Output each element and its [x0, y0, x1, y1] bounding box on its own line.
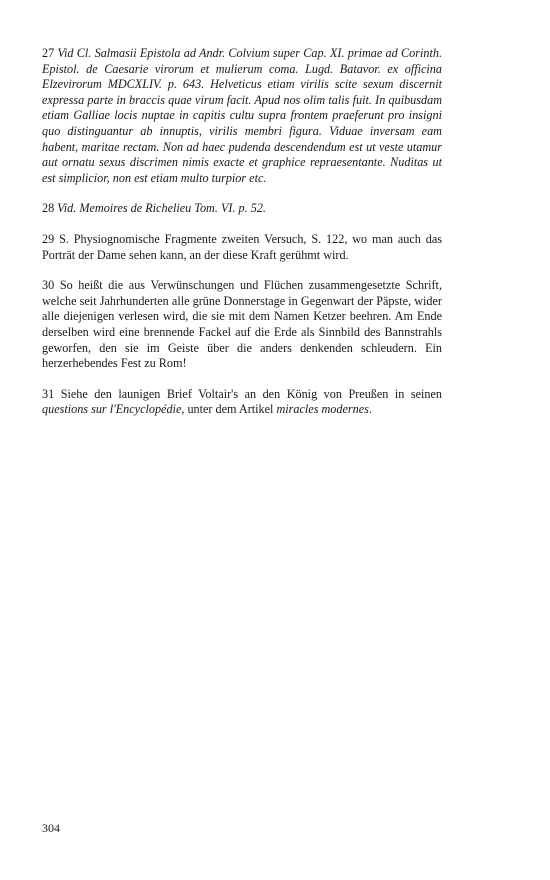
footnote-title-italic: questions sur l'Encyclopédie, [42, 402, 185, 417]
footnote-text-segment: . [368, 402, 372, 417]
footnote-text-segment: Vid Cl. Salmasii Epistola ad Andr. Colvium super Cap. XI. primae ad Corinth. Epistol. de Caesarie virorum et mulierum coma. Lugd. Batavor. ex officina Elzevirorum MDCXLIV. p. 643. Helveticus etiam virilis scite sexum discernit expressa parte in braccis quae virum facit. Apud nos olim talis fuit. In quibusdam etiam Galliae locis nuptae in capitis cultu supra frontem praeferunt pro insigni quo distinguantur ab innuptis, virilis membri figura. Viduae inversam eam habent, maritae rectam. Non ad haec pudenda descendendum est ut veste utamur aut ornatu sexus discrimen nimis exacte et graphice repraesentante. Nuditas ut est simplicior, non est etiam multo turpior etc. [42, 46, 442, 185]
footnote-number: 27 [42, 46, 55, 60]
footnote-29 [42, 232, 442, 263]
footnote-text [42, 232, 442, 262]
page-number: 304 [42, 821, 60, 835]
footnote-number: 31 [42, 386, 55, 401]
footnote-text [42, 387, 442, 417]
footnote-number: 30 [42, 278, 55, 293]
footnote-title-italic: miracles modernes [276, 402, 369, 417]
footnote-number: 29 [42, 231, 55, 246]
footnote-text-segment: Siehe den launigen Brief Voltair's an den König von Preußen in seinen [60, 386, 443, 401]
footnote-28 [42, 201, 442, 217]
footnote-31 [42, 387, 442, 418]
footnote-text-segment: So heißt die aus Verwünschungen und Flüchen zusammengesetzte Schrift, welche seit Jahrhunderten alle grüne Donnerstage in Gegenwart der Päpste, wider alle diejenigen verlesen wird, die sie mit dem Namen Ketzer beehren. Am Ende derselben wird eine brennende Fackel auf die Erde als Sinnbild des Bannstrahls geworfen, den sie im Geiste über die anders denkenden schleudern. Ein herzerhebendes Fest zu Rom! [42, 278, 442, 371]
footnotes-section [42, 46, 442, 433]
footnote-text-segment: S. Physiognomische Fragmente zweiten Versuch, S. 122, wo man auch das Porträt der Dame sehen kann, an der diese Kraft gerühmt wird. [42, 231, 442, 262]
footnote-text-segment: Vid. Memoires de Richelieu Tom. VI. p. 52. [57, 201, 266, 216]
footnote-text [42, 46, 442, 185]
footnote-27 [42, 46, 442, 186]
footnote-text [42, 278, 442, 370]
footnote-text [57, 201, 266, 215]
footnote-number: 28 [42, 201, 55, 216]
footnote-30 [42, 278, 442, 372]
footnote-text-segment: unter dem Artikel [184, 402, 277, 417]
